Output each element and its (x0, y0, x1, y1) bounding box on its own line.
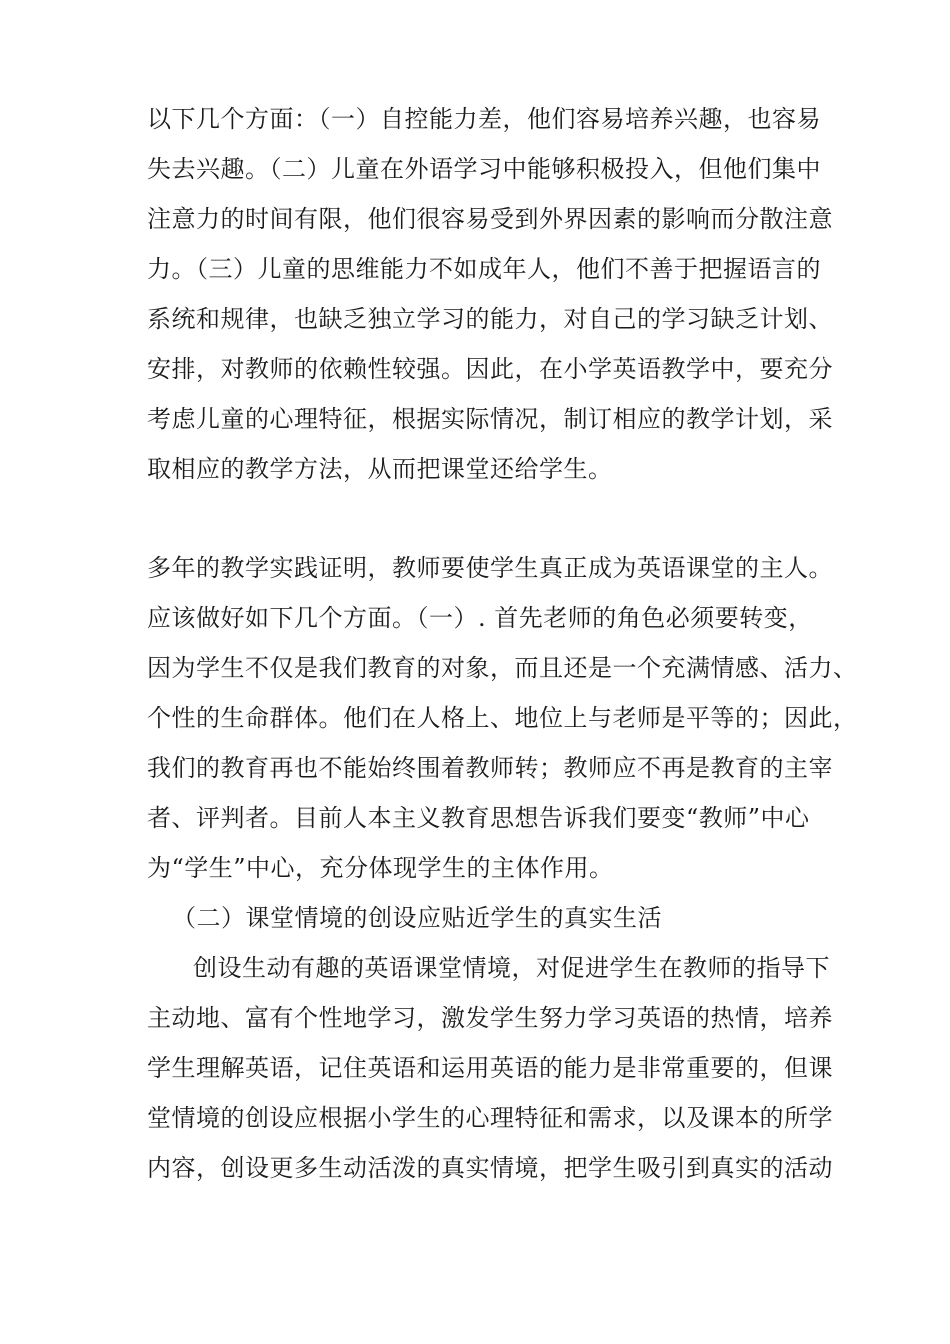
text-line: 多年的教学实践证明，教师要使学生真正成为英语课堂的主人。 (147, 554, 833, 582)
text-line: 主动地、富有个性地学习，激发学生努力学习英语的热情，培养 (147, 1004, 833, 1032)
text-line: 者、评判者。目前人本主义教育思想告诉我们要变“教师”中心 (147, 804, 810, 832)
section-heading: （二）课堂情境的创设应贴近学生的真实生活 (172, 904, 662, 932)
text-line: 考虑儿童的心理特征，根据实际情况，制订相应的教学计划，采 (147, 405, 833, 433)
text-line: 为“学生”中心，充分体现学生的主体作用。 (147, 854, 614, 882)
text-line: 注意力的时间有限，他们很容易受到外界因素的影响而分散注意 (147, 205, 833, 233)
text-line: 因为学生不仅是我们教育的对象，而且还是一个充满情感、活力、 (147, 654, 858, 682)
text-line: 失去兴趣。（二）儿童在外语学习中能够积极投入，但他们集中 (147, 155, 821, 183)
text-line: 系统和规律，也缺乏独立学习的能力，对自己的学习缺乏计划、 (147, 305, 833, 333)
text-line: 堂情境的创设应根据小学生的心理特征和需求，以及课本的所学 (147, 1104, 833, 1132)
text-line: 个性的生命群体。他们在人格上、地位上与老师是平等的；因此， (147, 704, 858, 732)
text-line: 我们的教育再也不能始终围着教师转；教师应不再是教育的主宰 (147, 754, 833, 782)
text-line: 力。（三）儿童的思维能力不如成年人，他们不善于把握语言的 (147, 255, 821, 283)
text-line: 取相应的教学方法，从而把课堂还给学生。 (147, 455, 613, 483)
text-line: 以下几个方面：（一）自控能力差，他们容易培养兴趣，也容易 (147, 105, 821, 133)
text-line: 创设生动有趣的英语课堂情境，对促进学生在教师的指导下 (193, 954, 830, 982)
text-line: 安排，对教师的依赖性较强。因此，在小学英语教学中，要充分 (147, 355, 833, 383)
text-line: 内容，创设更多生动活泼的真实情境，把学生吸引到真实的活动 (147, 1154, 833, 1182)
text-line: 应该做好如下几个方面。（一）. 首先老师的角色必须要转变， (147, 604, 813, 632)
text-line: 学生理解英语，记住英语和运用英语的能力是非常重要的，但课 (147, 1054, 833, 1082)
